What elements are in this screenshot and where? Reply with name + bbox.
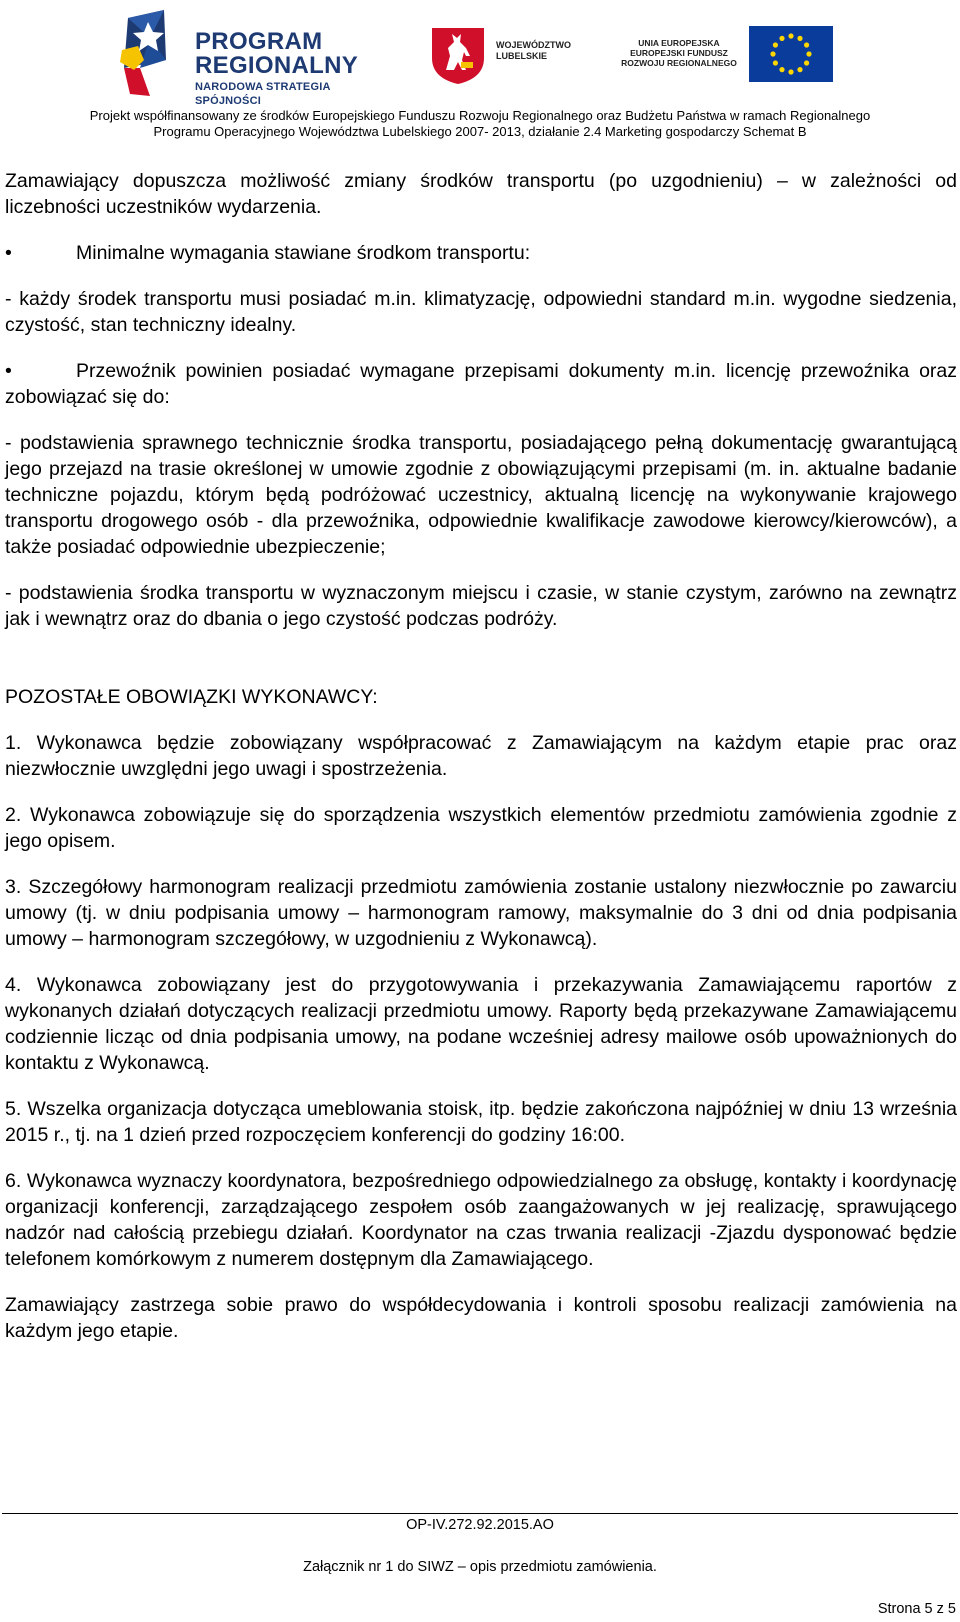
eu-logo xyxy=(618,26,838,86)
coat-of-arms-icon xyxy=(430,26,486,86)
wojewodztwo-lubelskie-logo xyxy=(430,26,590,86)
paragraph-vehicle-provision: - podstawienia sprawnego technicznie środka transportu, posiadającego pełną dokumentację gwarantującą jego przejazd na trasie określonej w umowie zgodnie z obowiązującymi przepisami (m. in. aktualne badanie techniczne pojazdu, którym będą podróżować uczestnicy, aktualną licencję na wykonywanie krajowego transportu drogowego osób - dla przewoźnika, odpowiednie kwalifikacje zawodowe kierowcy/kierowców), a także posiadać odpowiednie ubezpieczenie; xyxy=(5,432,957,558)
list-item-2: 2. Wykonawca zobowiązuje się do sporządzenia wszystkich elementów przedmiotu zamówienia zgodnie z jego opisem. xyxy=(5,804,957,852)
eu-logo-line2: EUROPEJSKI FUNDUSZ xyxy=(630,48,728,58)
bullet-min-requirements xyxy=(5,240,957,266)
paragraph-transport-change: Zamawiający dopuszcza możliwość zmiany środków transportu (po uzgodnieniu) – w zależności od liczebności uczestników wydarzenia. xyxy=(5,170,957,218)
program-regionalny-logo xyxy=(120,8,390,107)
bullet-icon: • xyxy=(5,360,12,382)
bullet-icon: • xyxy=(5,242,12,264)
eu-logo-line1: UNIA EUROPEJSKA xyxy=(638,38,720,48)
region-logo-line1: WOJEWÓDZTWO xyxy=(496,40,571,50)
project-line-2: Programu Operacyjnego Województwa Lubelskiego 2007- 2013, działanie 2.4 Marketing gospodarczy Schemat B xyxy=(153,124,807,139)
footer-reference: OP-IV.272.92.2015.AO xyxy=(406,1517,554,1533)
footer-attachment: Załącznik nr 1 do SIWZ – opis przedmiotu zamówienia. xyxy=(303,1559,657,1575)
program-logo-line2: REGIONALNY xyxy=(195,52,359,79)
list-item-5: 5. Wszelka organizacja dotycząca umeblowania stoisk, itp. będzie zakończona najpóźniej w dniu 13 września 2015 r., tj. na 1 dzień przed rozpoczęciem konferencji do godziny 16:00. xyxy=(5,1098,957,1146)
paragraph-final: Zamawiający zastrzega sobie prawo do współdecydowania i kontroli sposobu realizacji zamówienia na każdym jego etapie. xyxy=(5,1294,957,1342)
list-item-3: 3. Szczegółowy harmonogram realizacji przedmiotu zamówienia zostanie ustalony niezwłocznie po zawarciu umowy (tj. w dniu podpisania umowy – harmonogram ramowy, maksymalnie do 3 dni od dnia podpisania umowy – harmonogram szczegółowy, w uzgodnieniu z Wykonawcą). xyxy=(5,876,957,950)
region-logo-line2: LUBELSKIE xyxy=(496,51,548,61)
program-logo-line1: PROGRAM xyxy=(195,28,323,55)
paragraph-vehicle-cleanliness: - podstawienia środka transportu w wyznaczonym miejscu i czasie, w stanie czystym, zarówno na zewnątrz jak i wewnątrz oraz do dbania o jego czystość podczas podróży. xyxy=(5,582,957,630)
eu-logo-line3: ROZWOJU REGIONALNEGO xyxy=(621,58,737,68)
bullet-text: Minimalne wymagania stawiane środkom transportu: xyxy=(76,242,531,264)
eu-flag-icon xyxy=(749,26,833,82)
document-body xyxy=(5,168,957,1364)
project-line-1: Projekt współfinansowany ze środków Europejskiego Funduszu Rozwoju Regionalnego oraz Budżetu Państwa w ramach Regionalnego xyxy=(89,108,871,123)
footer-divider xyxy=(2,1513,958,1514)
section-heading: POZOSTAŁE OBOWIĄZKI WYKONAWCY: xyxy=(5,686,378,708)
bullet-text: Przewoźnik powinien posiadać wymagane przepisami dokumenty m.in. licencję przewoźnika oraz zobowiązać się do: xyxy=(5,360,957,408)
project-funding-note xyxy=(0,108,960,140)
program-star-icon xyxy=(120,8,190,98)
list-item-6: 6. Wykonawca wyznaczy koordynatora, bezpośredniego odpowiedzialnego za obsługę, kontakty i koordynację organizacji konferencji, zarządzającego zespołem osób zaangażowanych w jej realizację, sprawującego nadzór nad całością przebiegu działań. Koordynator na czas trwania realizacji -Zjazdu dysponować będzie telefonem komórkowym z numerem dostępnym dla Zamawiającego. xyxy=(5,1170,957,1270)
page-number: Strona 5 z 5 xyxy=(877,1601,956,1617)
bullet-carrier-documents xyxy=(5,358,957,410)
list-item-4: 4. Wykonawca zobowiązany jest do przygotowywania i przekazywania Zamawiającemu raportów z wykonanych działań dotyczących realizacji przedmiotu umowy. Raporty będą przekazywane Zamawiającemu codziennie licząc od dnia podpisania umowy, na podane wcześniej adresy mailowe osób upoważnionych do kontaktu z Wykonawcą. xyxy=(5,974,957,1074)
header-logos xyxy=(0,0,960,107)
list-item-1: 1. Wykonawca będzie zobowiązany współpracować z Zamawiającym na każdym etapie prac oraz niezwłocznie uwzględni jego uwagi i spostrzeżenia. xyxy=(5,732,957,780)
paragraph-vehicle-standard: - każdy środek transportu musi posiadać m.in. klimatyzację, odpowiedni standard m.in. wygodne siedzenia, czystość, stan techniczny idealny. xyxy=(5,288,957,336)
program-logo-subtitle: NARODOWA STRATEGIA SPÓJNOŚCI xyxy=(195,81,331,107)
